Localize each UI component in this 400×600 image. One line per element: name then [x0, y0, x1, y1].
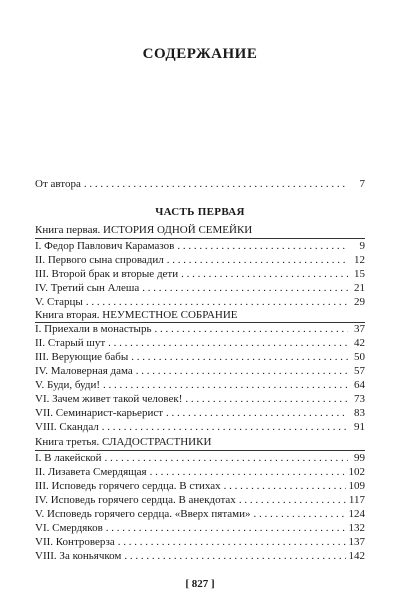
leader-dots: [106, 521, 346, 535]
toc-entry-page: 15: [354, 268, 365, 280]
toc-entry-title: IV. Исповедь горячего сердца. В анекдотах: [35, 494, 236, 506]
leader-dots: [166, 406, 348, 420]
toc-entry-page: 73: [354, 393, 365, 405]
book-heading: Книга третья. СЛАДОСТРАСТНИКИ: [35, 436, 212, 448]
toc-entry[interactable]: [35, 267, 365, 281]
leader-dots: [150, 465, 346, 479]
toc-entry-title: II. Лизавета Смердящая: [35, 466, 147, 478]
toc-entry-title: VI. Зачем живет такой человек!: [35, 393, 183, 405]
page-number: [ 827 ]: [185, 578, 215, 590]
toc-entry-page: 109: [348, 480, 365, 492]
leader-dots: [185, 392, 348, 406]
toc-entry[interactable]: [35, 281, 365, 295]
leader-dots: [103, 378, 348, 392]
toc-entry[interactable]: [35, 406, 365, 420]
leader-dots: [131, 350, 348, 364]
toc-entry[interactable]: [35, 378, 365, 392]
toc-entry[interactable]: [35, 465, 365, 479]
toc-entry[interactable]: [35, 479, 365, 493]
leader-dots: [102, 420, 348, 434]
toc-entry-page: 37: [354, 323, 365, 335]
leader-dots: [239, 493, 346, 507]
toc-entry-preface[interactable]: [35, 177, 365, 191]
leader-dots: [154, 322, 348, 336]
toc-entry-title: I. В лакейской: [35, 452, 102, 464]
toc-entry-page: 57: [354, 365, 365, 377]
book-heading: Книга вторая. НЕУМЕСТНОЕ СОБРАНИЕ: [35, 309, 238, 321]
toc-entry-page: 29: [354, 296, 365, 308]
toc-entry-page: 137: [348, 536, 365, 548]
leader-dots: [181, 267, 348, 281]
toc-entry-page: 21: [354, 282, 365, 294]
toc-entry-title: VI. Смердяков: [35, 522, 103, 534]
leader-dots: [167, 253, 348, 267]
leader-dots: [142, 281, 348, 295]
toc-entry[interactable]: [35, 493, 365, 507]
toc-entry-title: От автора: [35, 178, 81, 190]
toc-entry-title: V. Старцы: [35, 296, 83, 308]
toc-entry-title: VII. Семинарист-карьерист: [35, 407, 164, 419]
toc-entry-title: III. Исповедь горячего сердца. В стихах: [35, 480, 221, 492]
toc-entry-title: VIII. За коньячком: [35, 550, 122, 562]
toc-entry-title: II. Старый шут: [35, 337, 106, 349]
toc-entry-page: 9: [359, 240, 365, 252]
toc-entry-page: 132: [348, 522, 365, 534]
toc-entry-page: 7: [359, 178, 365, 190]
leader-dots: [224, 479, 346, 493]
toc-entry[interactable]: [35, 420, 365, 434]
toc-entry-title: V. Исповедь горячего сердца. «Вверх пятами»: [35, 508, 251, 520]
toc-entry-title: III. Второй брак и вторые дети: [35, 268, 179, 280]
leader-dots: [86, 295, 348, 309]
toc-entry[interactable]: [35, 392, 365, 406]
toc-entry[interactable]: [35, 239, 365, 253]
toc-entry-page: 83: [354, 407, 365, 419]
part-heading: ЧАСТЬ ПЕРВАЯ: [155, 206, 245, 218]
leader-dots: [105, 451, 348, 465]
toc-entry[interactable]: [35, 507, 365, 521]
toc-entry[interactable]: [35, 295, 365, 309]
toc-entry[interactable]: [35, 253, 365, 267]
leader-dots: [254, 507, 346, 521]
toc-entry-page: 64: [354, 379, 365, 391]
toc-entry[interactable]: [35, 549, 365, 563]
toc-entry[interactable]: [35, 364, 365, 378]
toc-entry[interactable]: [35, 350, 365, 364]
book-heading: Книга первая. ИСТОРИЯ ОДНОЙ СЕМЕЙКИ: [35, 224, 253, 236]
toc-entry-title: III. Верующие бабы: [35, 351, 129, 363]
toc-entry[interactable]: [35, 336, 365, 350]
toc-entry-page: 91: [354, 421, 365, 433]
toc-entry-title: IV. Третий сын Алеша: [35, 282, 140, 294]
toc-entry-page: 117: [348, 494, 365, 506]
toc-entry-title: VII. Контроверза: [35, 536, 115, 548]
toc-entry[interactable]: [35, 521, 365, 535]
leader-dots: [124, 549, 345, 563]
toc-entry-title: I. Приехали в монастырь: [35, 323, 152, 335]
toc-entry-title: V. Буди, буди!: [35, 379, 100, 391]
toc-entry-page: 142: [348, 550, 365, 562]
toc-entry-title: VIII. Скандал: [35, 421, 99, 433]
toc-entry-page: 12: [354, 254, 365, 266]
toc-entry-page: 99: [354, 452, 365, 464]
toc-entry-page: 124: [348, 508, 365, 520]
toc-entry[interactable]: [35, 451, 365, 465]
leader-dots: [84, 177, 348, 191]
toc-entry-title: IV. Маловерная дама: [35, 365, 133, 377]
leader-dots: [118, 535, 346, 549]
toc-entry-title: II. Первого сына спровадил: [35, 254, 164, 266]
toc-entry-page: 102: [348, 466, 365, 478]
leader-dots: [177, 239, 348, 253]
toc-entry-page: 50: [354, 351, 365, 363]
leader-dots: [136, 364, 348, 378]
toc-entry[interactable]: [35, 535, 365, 549]
toc-entry-page: 42: [354, 337, 365, 349]
toc-entry[interactable]: [35, 322, 365, 336]
toc-entry-title: I. Федор Павлович Карамазов: [35, 240, 175, 252]
leader-dots: [108, 336, 348, 350]
page-title: СОДЕРЖАНИЕ: [142, 46, 258, 62]
